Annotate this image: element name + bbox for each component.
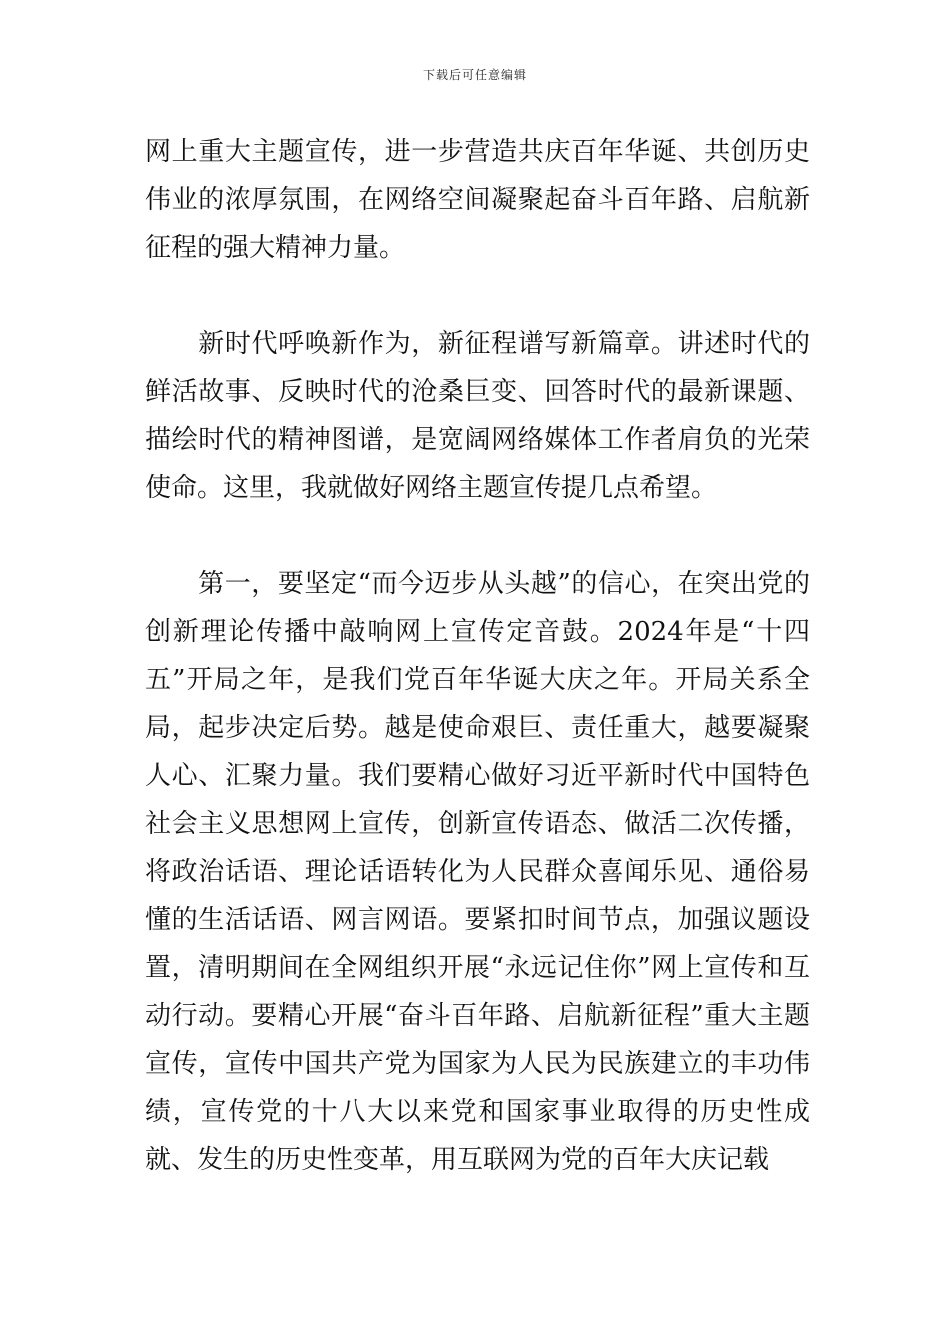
document-body [145, 128, 810, 1184]
paragraph-spacer [145, 512, 810, 560]
paragraph-3: 第一，要坚定“而今迈步从头越”的信心，在突出党的创新理论传播中敲响网上宣传定音鼓。2024年是“十四五”开局之年，是我们党百年华诞大庆之年。开局关系全局，起步决定后势。越是使命艰巨、责任重大，越要凝聚人心、汇聚力量。我们要精心做好习近平新时代中国特色社会主义思想网上宣传，创新宣传语态、做活二次传播，将政治话语、理论话语转化为人民群众喜闻乐见、通俗易懂的生活话语、网言网语。要紧扣时间节点，加强议题设置，清明期间在全网组织开展“永远记住你”网上宣传和互动行动。要精心开展“奋斗百年路、启航新征程”重大主题宣传，宣传中国共产党为国家为人民为民族建立的丰功伟绩，宣传党的十八大以来党和国家事业取得的历史性成就、发生的历史性变革，用互联网为党的百年大庆记载 [145, 569, 810, 1175]
paragraph-spacer [145, 272, 810, 320]
paragraph-2: 新时代呼唤新作为，新征程谱写新篇章。讲述时代的鲜活故事、反映时代的沧桑巨变、回答时代的最新课题、描绘时代的精神图谱，是宽阔网络媒体工作者肩负的光荣使命。这里，我就做好网络主题宣传提几点希望。 [145, 329, 810, 503]
paragraph-1: 网上重大主题宣传，进一步营造共庆百年华诞、共创历史伟业的浓厚氛围，在网络空间凝聚起奋斗百年路、启航新征程的强大精神力量。 [145, 137, 810, 263]
header-note: 下载后可任意编辑 [422, 68, 527, 82]
